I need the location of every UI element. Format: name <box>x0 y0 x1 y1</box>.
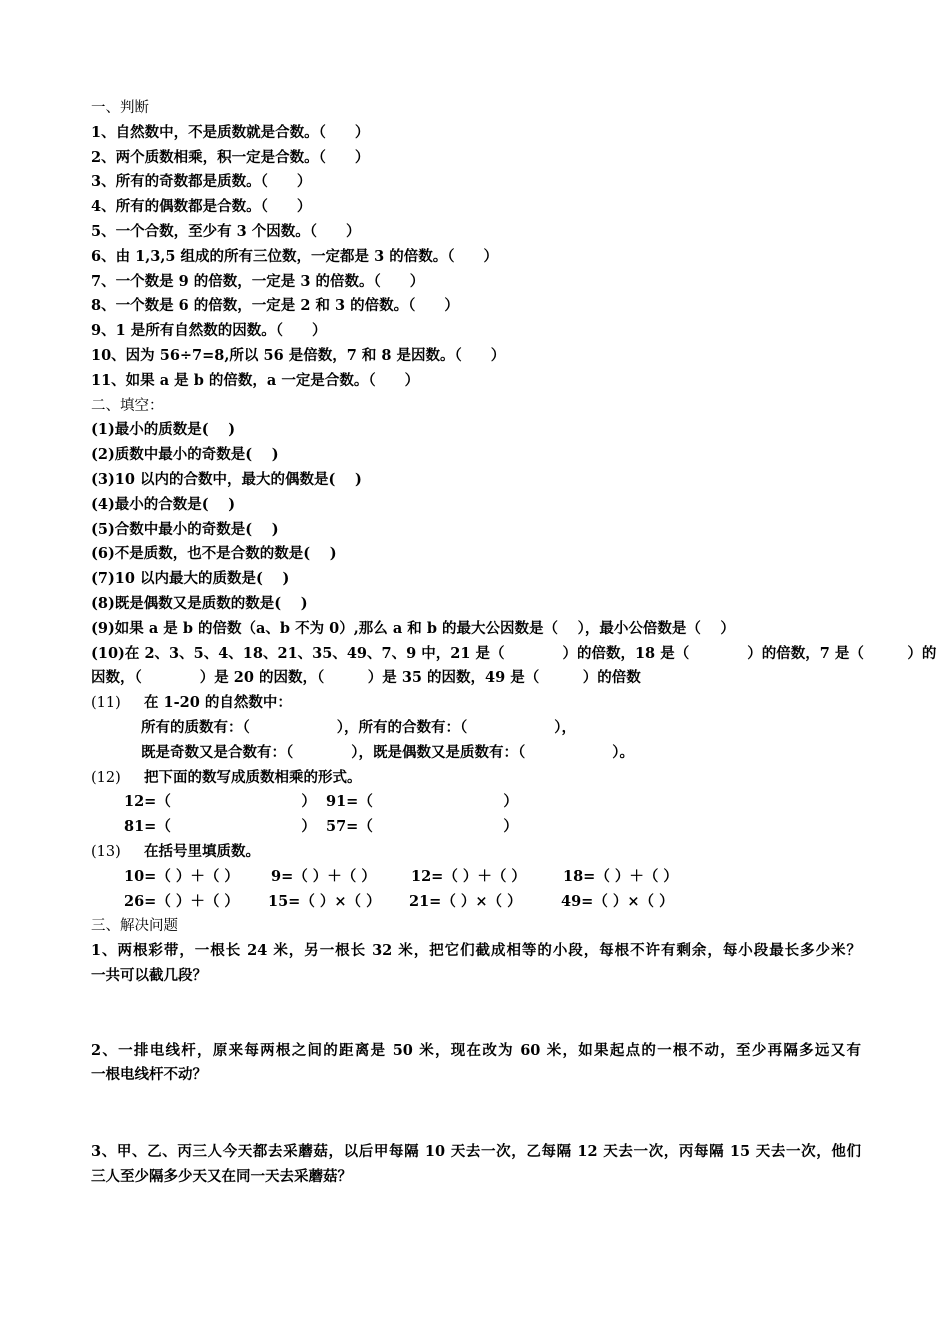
question-10-line1: (10)在 2、3、5、4、18、21、35、49、7、9 中，21 是（ ）的倍数，18 是（ ）的倍数，7 是（ ）的 <box>91 644 937 662</box>
answer-blank: 12=（ ）＋（ ） <box>411 867 526 885</box>
list-item: 11、如果 a 是 b 的倍数，a 一定是合数。（ ） <box>91 371 420 389</box>
problem-1-line2: 一共可以截几段？ <box>91 966 207 984</box>
answer-space <box>91 989 861 1039</box>
worksheet <box>91 96 937 1190</box>
answer-blank: 81=（ ） <box>124 818 316 836</box>
judgment-list <box>91 121 861 394</box>
question-10-line2: 因数，（ ）是 20 的因数，（ ）是 35 的因数，49 是（ ）的倍数 <box>91 669 641 687</box>
question-12-row2 <box>91 815 861 840</box>
problem-2-line1: 2、一排电线杆，原来每两根之间的距离是 50 米，现在改为 60 米，如果起点的一根不动，至少再隔多远又有 <box>91 1041 861 1059</box>
question-11 <box>91 691 861 716</box>
question-text: 把下面的数写成质数相乘的形式。 <box>144 768 362 786</box>
answer-blank: 18=（ ）＋（ ） <box>563 867 678 885</box>
answer-blank: 57=（ ） <box>326 818 518 836</box>
list-item: (1)最小的质数是( ) <box>91 421 236 439</box>
list-item: 8、一个数是 6 的倍数，一定是 2 和 3 的倍数。（ ） <box>91 297 459 315</box>
question-number: (12) <box>91 769 121 786</box>
list-item: 3、所有的奇数都是质数。（ ） <box>91 173 312 191</box>
list-item: (8)既是偶数又是质数的数是( ) <box>91 594 308 612</box>
list-item: 7、一个数是 9 的倍数，一定是 3 的倍数。（ ） <box>91 272 425 290</box>
list-item: (3)10 以内的合数中，最大的偶数是( ) <box>91 470 362 488</box>
list-item: (9)如果 a 是 b 的倍数（a、b 不为 0）,那么 a 和 b 的最大公因数是（ ），最小公倍数是（ ） <box>91 619 735 637</box>
answer-blank: 12=（ ） <box>124 793 316 811</box>
answer-blank: 15=（ ）×（ ） <box>268 892 381 910</box>
list-item: 10、因为 56÷7=8,所以 56 是倍数，7 和 8 是因数。（ ） <box>91 346 506 364</box>
question-11-line1: 所有的质数有：（ ），所有的合数有：（ ）， <box>141 718 576 736</box>
question-text: 在 1-20 的自然数中： <box>144 694 292 712</box>
list-item: 5、一个合数，至少有 3 个因数。（ ） <box>91 222 361 240</box>
question-13-row2 <box>91 890 861 915</box>
section-title-problem-solving: 三、解决问题 <box>91 918 178 935</box>
question-13 <box>91 840 861 865</box>
question-13-row1 <box>91 865 861 890</box>
list-item: 4、所有的偶数都是合数。（ ） <box>91 198 312 216</box>
list-item: 1、自然数中，不是质数就是合数。（ ） <box>91 123 370 141</box>
fill-in-list <box>91 418 937 914</box>
list-item: 6、由 1,3,5 组成的所有三位数，一定都是 3 的倍数。（ ） <box>91 247 498 265</box>
problem-3-line1: 3、甲、乙、丙三人今天都去采蘑菇，以后甲每隔 10 天去一次，乙每隔 12 天去一次，丙每隔 15 天去一次，他们 <box>91 1143 861 1161</box>
answer-blank: 26=（ ）＋（ ） <box>124 892 239 910</box>
answer-space <box>91 1088 861 1140</box>
problem-list <box>91 939 861 1190</box>
section-title-fill-in: 二、填空： <box>91 397 164 414</box>
list-item: 9、1 是所有自然数的因数。（ ） <box>91 322 327 340</box>
question-text: 在括号里填质数。 <box>144 842 260 860</box>
question-12 <box>91 766 861 791</box>
question-number: (13) <box>91 843 121 860</box>
problem-1-line1: 1、两根彩带，一根长 24 米，另一根长 32 米，把它们截成相等的小段，每根不许有剩余，每小段最长多少米？ <box>91 942 861 960</box>
list-item: (6)不是质数，也不是合数的数是( ) <box>91 545 337 563</box>
section-title-judgment: 一、判断 <box>91 100 149 116</box>
answer-blank: 9=（ ）＋（ ） <box>271 867 376 885</box>
question-11-line2: 既是奇数又是合数有：（ ），既是偶数又是质数有：（ ）。 <box>141 743 634 761</box>
problem-3-line2: 三人至少隔多少天又在同一天去采蘑菇？ <box>91 1168 352 1186</box>
answer-blank: 10=（ ）＋（ ） <box>124 867 239 885</box>
list-item: 2、两个质数相乘，积一定是合数。（ ） <box>91 148 370 166</box>
list-item: (2)质数中最小的奇数是( ) <box>91 446 279 464</box>
question-12-row1 <box>91 790 861 815</box>
problem-2-line2: 一根电线杆不动？ <box>91 1066 207 1084</box>
question-number: (11) <box>91 695 121 712</box>
answer-blank: 21=（ ）×（ ） <box>409 892 522 910</box>
list-item: (7)10 以内最大的质数是( ) <box>91 570 290 588</box>
answer-blank: 91=（ ） <box>326 793 518 811</box>
list-item: (5)合数中最小的奇数是( ) <box>91 520 279 538</box>
answer-blank: 49=（ ）×（ ） <box>561 892 674 910</box>
list-item: (4)最小的合数是( ) <box>91 495 236 513</box>
